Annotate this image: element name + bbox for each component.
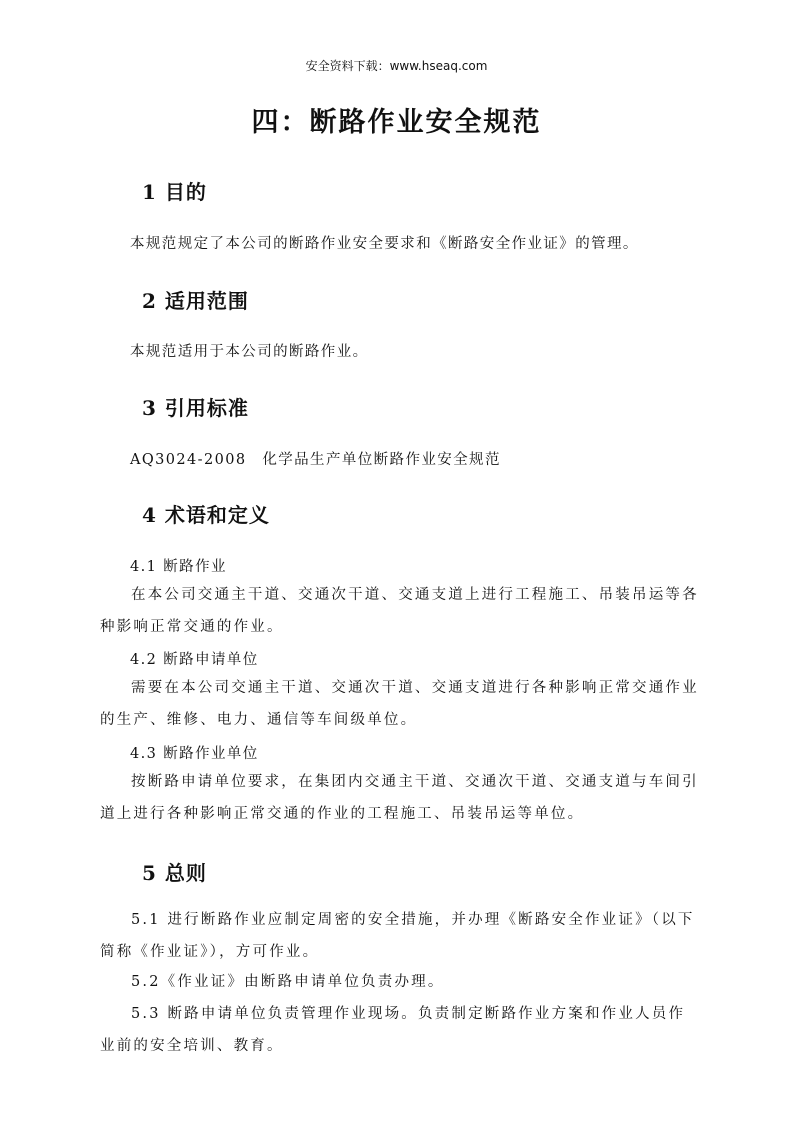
section-2-body: 本规范适用于本公司的断路作业。 <box>130 344 369 360</box>
rule-5-2: 5.2《作业证》由断路申请单位负责办理。 <box>131 974 445 990</box>
definition-4-2-text: 需要在本公司交通主干道、交通次干道、交通支道进行各种影响正常交通作业的生产、维修、电力、通信等车间级单位。 <box>100 680 699 728</box>
section-3-body: AQ3024-2008 化学品生产单位断路作业安全规范 <box>130 452 501 468</box>
rule-5-3: 5.3 断路申请单位负责管理作业现场。负责制定断路作业方案和作业人员作业前的安全培训、教育。 <box>100 1006 686 1054</box>
section-2-heading: 2 适用范围 <box>142 289 249 313</box>
page-header: 安全资料下载：www.hseaq.com <box>305 59 488 73</box>
definition-4-2-label: 4.2 断路申请单位 <box>130 652 259 668</box>
rule-5-1: 5.1 进行断路作业应制定周密的安全措施，并办理《断路安全作业证》（以下简称《作业证》），方可作业。 <box>100 912 695 960</box>
section-4-heading: 4 术语和定义 <box>142 503 270 527</box>
definition-4-3-label: 4.3 断路作业单位 <box>130 746 259 762</box>
section-3-heading: 3 引用标准 <box>142 396 249 420</box>
page-title: 四：断路作业安全规范 <box>251 107 542 138</box>
section-1-heading: 1 目的 <box>142 180 207 204</box>
definition-4-3-text: 按断路申请单位要求，在集团内交通主干道、交通次干道、交通支道与车间引道上进行各种影响正常交通的作业的工程施工、吊装吊运等单位。 <box>100 774 699 822</box>
section-1-body: 本规范规定了本公司的断路作业安全要求和《断路安全作业证》的管理。 <box>130 236 639 252</box>
section-5-heading: 5 总则 <box>142 861 207 885</box>
definition-4-1-label: 4.1 断路作业 <box>130 559 227 575</box>
definition-4-1-text: 在本公司交通主干道、交通次干道、交通支道上进行工程施工、吊装吊运等各种影响正常交通的作业。 <box>100 587 699 635</box>
